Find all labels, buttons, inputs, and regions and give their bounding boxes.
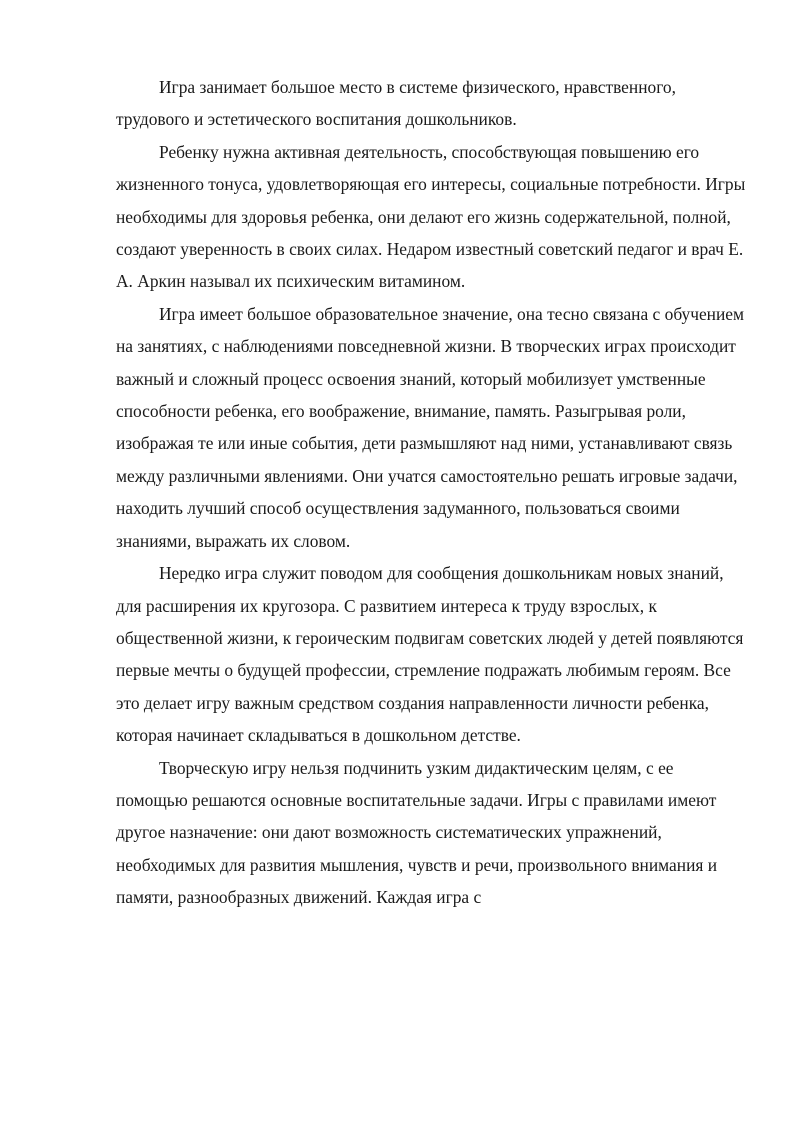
paragraph-4: Нередко игра служит поводом для сообщения дошкольникам новых знаний, для расширения их кругозора. С развитием интереса к труду взрослых, к общественной жизни, к героическим подвигам советских людей у детей появляются первые мечты о будущей профессии, стремление подражать любимым героям. Все это делает игру важным средством создания направленности личности ребенка, которая начинает складываться в дошкольном детстве.	[116, 563, 744, 746]
paragraph-2: Ребенку нужна активная деятельность, способствующая повышению его жизненного тонуса, удовлетворяющая его интересы, социальные потребности. Игры необходимы для здоровья ребенка, они делают его жизнь содержательной, полной, создают уверенность в своих силах. Недаром известный советский педагог и врач Е. А. Аркин называл их психическим витамином.	[116, 141, 746, 292]
paragraph-1: Игра занимает большое место в системе физического, нравственного, трудового и эстетического воспитания дошкольников.	[116, 77, 676, 130]
body-text	[116, 71, 746, 914]
paragraph-5: Творческую игру нельзя подчинить узким дидактическим целям, с ее помощью решаются основные воспитательные задачи. Игры с правилами имеют другое назначение: они дают возможность систематических упражнений, необходимых для развития мышления, чувств и речи, произвольного внимания и памяти, разнообразных движений. Каждая игра с	[116, 757, 718, 908]
paragraph-3: Игра имеет большое образовательное значение, она тесно связана с обучением на занятиях, с наблюдениями повседневной жизни. В творческих играх происходит важный и сложный процесс освоения знаний, который мобилизует умственные способности ребенка, его воображение, внимание, память. Разыгрывая роли, изображая те или иные события, дети размышляют над ними, устанавливают связь между различными явлениями. Они учатся самостоятельно решать игровые задачи, находить лучший способ осуществления задуманного, пользоваться своими знаниями, выражать их словом.	[116, 303, 745, 551]
